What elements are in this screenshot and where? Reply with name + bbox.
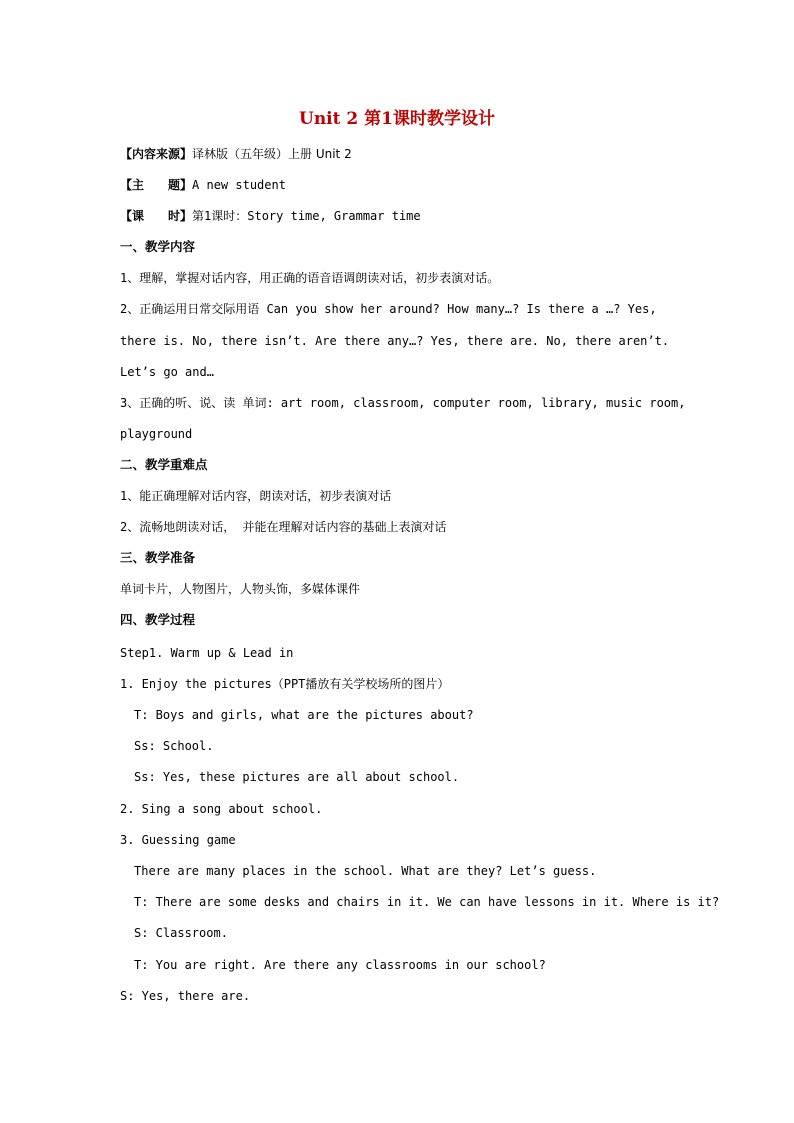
process-item-3-teacher-1: T: There are some desks and chairs in it. We can have lessons in it. Where is it? (134, 895, 720, 909)
difficulty-item-1: 1、能正确理解对话内容，朗读对话，初步表演对话 (120, 489, 392, 503)
content-item-2-line-2: there is. No, there isn’t. Are there any…? Yes, there are. No, there aren’t. (120, 334, 670, 348)
content-item-3-line-2: playground (120, 427, 193, 441)
topic-value: A new student (192, 178, 286, 192)
content-item-2-line-3: Let’s go and… (120, 365, 214, 379)
topic-label: 【主 题】 (120, 178, 193, 192)
process-item-1-teacher: T: Boys and girls, what are the pictures about? (134, 708, 474, 722)
source-label: 【内容来源】 (120, 147, 193, 161)
page-title: Unit 2 第1课时教学设计 (299, 109, 495, 129)
process-item-3-intro: There are many places in the school. What are they? Let’s guess. (134, 864, 597, 878)
process-item-3-student-1: S: Classroom. (134, 926, 228, 940)
process-item-1: 1. Enjoy the pictures（PPT播放有关学校场所的图片） (120, 677, 450, 691)
preparation-text: 单词卡片，人物图片，人物头饰，多媒体课件 (120, 582, 361, 596)
section-heading-process: 四、教学过程 (120, 612, 196, 627)
section-heading-preparation: 三、教学准备 (120, 550, 196, 565)
process-item-2: 2. Sing a song about school. (120, 802, 323, 816)
process-item-3-teacher-2: T: You are right. Are there any classrooms in our school? (134, 958, 546, 972)
meta-topic (120, 175, 684, 195)
process-item-3-student-2: S: Yes, there are. (120, 989, 251, 1003)
difficulty-item-2: 2、流畅地朗读对话， 并能在理解对话内容的基础上表演对话 (120, 520, 447, 534)
process-step-1: Step1. Warm up & Lead in (120, 646, 294, 660)
meta-period (120, 206, 684, 226)
section-heading-difficulties: 二、教学重难点 (120, 457, 208, 472)
period-value: 第1课时：Story time, Grammar time (192, 209, 421, 223)
content-item-1: 1、理解，掌握对话内容，用正确的语音语调朗读对话，初步表演对话。 (120, 271, 500, 285)
content-item-3-line-1: 3、正确的听、说、读 单词: art room, classroom, computer room, library, music room, (120, 396, 686, 410)
process-item-1-students-1: Ss: School. (134, 739, 214, 753)
section-heading-content: 一、教学内容 (120, 239, 196, 254)
process-item-3: 3. Guessing game (120, 833, 236, 847)
process-item-1-students-2: Ss: Yes, these pictures are all about school. (134, 770, 460, 784)
meta-source (120, 144, 684, 164)
source-value: 译林版（五年级）上册 Unit 2 (192, 147, 352, 161)
period-label: 【课 时】 (120, 209, 193, 223)
content-item-2-line-1: 2、正确运用日常交际用语 Can you show her around? How many…? Is there a …? Yes, (120, 302, 657, 316)
